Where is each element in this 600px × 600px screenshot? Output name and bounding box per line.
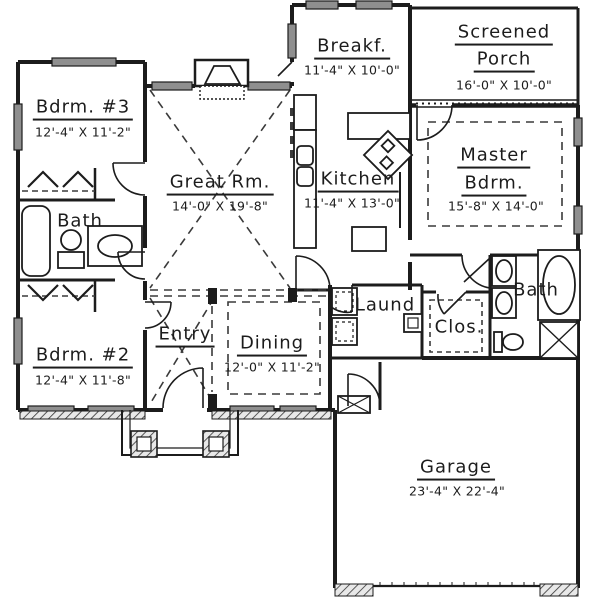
room-dims-kitchen: 11'-4" X 13'-0" xyxy=(303,195,401,211)
room-label-master-line1: Master xyxy=(457,147,530,166)
tub-icon xyxy=(22,206,50,276)
room-label-bdrm2: Bdrm. #2 xyxy=(33,347,133,366)
bath2-fixtures xyxy=(492,250,580,358)
window-bdrm3-top xyxy=(52,58,116,66)
fireplace-icon xyxy=(195,60,248,99)
window-great-right xyxy=(248,82,290,90)
room-label-closet: Clos. xyxy=(434,316,484,338)
room-label-porch-line1: Screened xyxy=(455,24,553,43)
toilet-tank xyxy=(494,332,502,352)
kitchen-north-counter xyxy=(348,113,410,139)
room-dims-breakfast: 11'-4" X 10'-0" xyxy=(303,62,401,78)
room-label-garage: Garage xyxy=(417,459,495,478)
room-label-bath2: Bath xyxy=(513,279,559,301)
window-breakfast-west xyxy=(288,24,296,58)
room-dims-bdrm2: 12'-4" X 11'-8" xyxy=(34,372,132,388)
pedestal-sink-icon xyxy=(61,230,81,250)
room-dims-porch: 16'-0" X 10'-0" xyxy=(455,77,553,93)
bdrm3-closet-chevrons xyxy=(28,172,93,187)
window-great-left xyxy=(152,82,192,90)
room-dims-great: 14'-0" X 19'-8" xyxy=(171,198,269,214)
garage-step xyxy=(338,396,370,413)
refrigerator-icon xyxy=(294,95,316,130)
range-icon xyxy=(352,227,386,251)
door-closet xyxy=(438,292,466,314)
room-dims-master: 15'-8" X 14'-0" xyxy=(447,198,545,214)
room-dims-bdrm3: 12'-4" X 11'-2" xyxy=(34,124,132,140)
entry-vault-x xyxy=(150,298,214,404)
door-bath2 xyxy=(462,255,490,288)
sink-bowl-2 xyxy=(297,167,313,186)
room-dims-dining: 12'-0" X 11'-2" xyxy=(223,359,321,375)
door-bdrm3 xyxy=(113,163,145,195)
room-label-dining: Dining xyxy=(237,335,307,354)
room-label-kitchen: Kitchen xyxy=(318,171,399,190)
window-bdrm2-west xyxy=(14,318,22,364)
window-master-1 xyxy=(574,118,582,146)
door-breakfast-side xyxy=(278,62,292,76)
toilet-icon xyxy=(503,334,523,350)
bdrm2-closet-chevrons xyxy=(28,285,93,300)
vanity-sink-icon xyxy=(98,235,132,257)
window-bdrm3-west xyxy=(14,104,22,150)
door-kitchen-hall xyxy=(296,256,330,290)
room-label-porch-line2: Porch xyxy=(474,51,535,70)
room-label-great: Great Rm. xyxy=(167,174,274,193)
room-label-bdrm3: Bdrm. #3 xyxy=(33,99,133,118)
room-label-breakfast: Breakf. xyxy=(314,38,390,57)
window-master-2 xyxy=(574,206,582,234)
sink-bowl-1 xyxy=(297,146,313,165)
room-label-master-line2: Bdrm. xyxy=(461,175,526,194)
window-breakfast-2 xyxy=(356,1,392,9)
window-breakfast-1 xyxy=(306,1,338,9)
room-label-entry: Entry xyxy=(156,326,215,345)
room-label-laundry: Laund xyxy=(354,294,416,316)
room-label-bath1: Bath xyxy=(57,210,103,232)
room-dims-garage: 23'-4" X 22'-4" xyxy=(408,483,506,499)
sink-base xyxy=(58,252,84,268)
